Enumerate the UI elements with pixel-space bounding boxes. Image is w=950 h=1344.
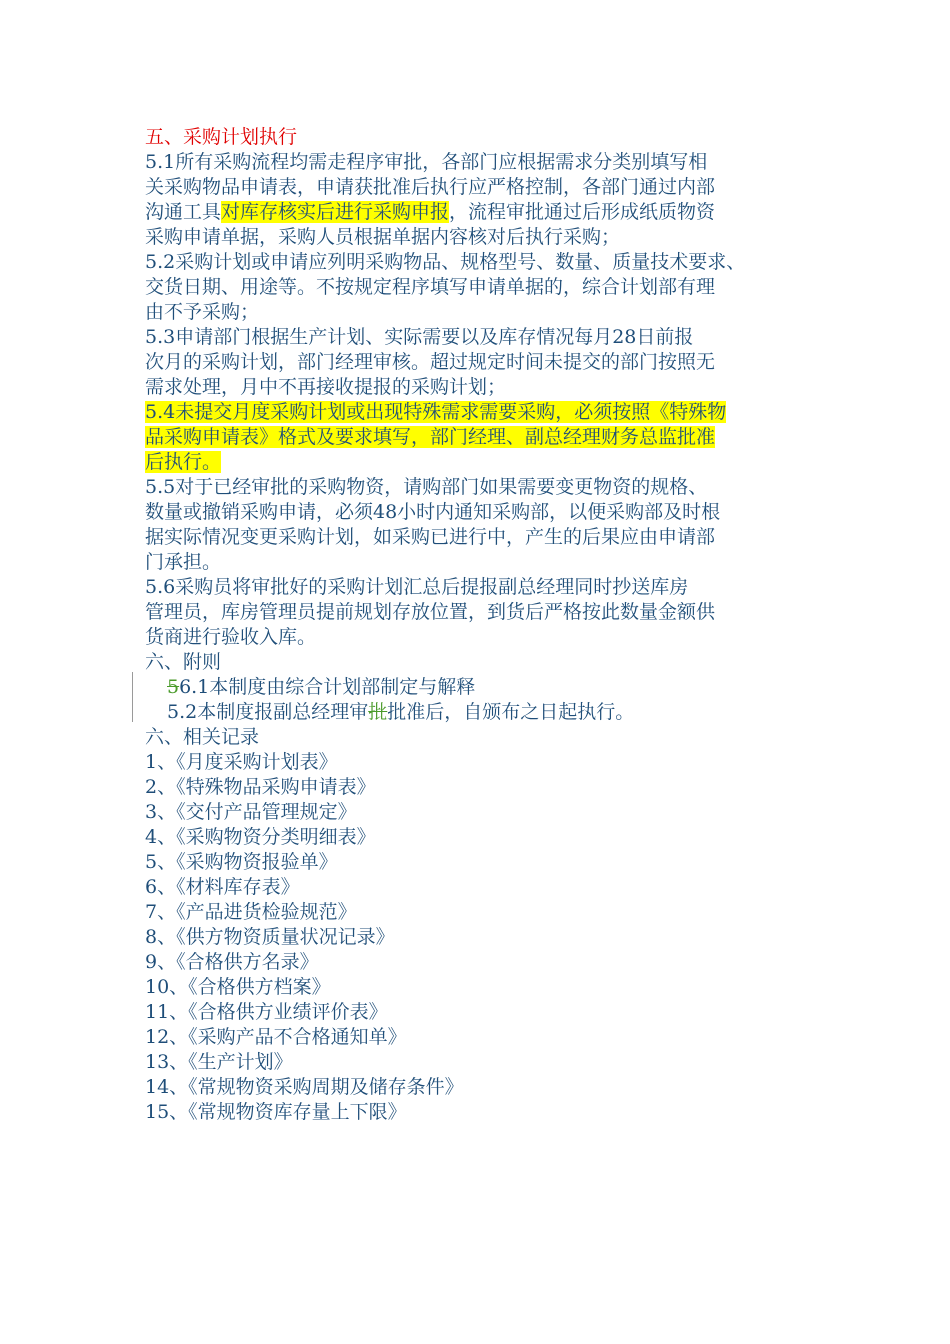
record-item: 1、《月度采购计划表》	[145, 751, 338, 773]
clause-5-3-line-3: 需求处理，月中不再接收提报的采购计划；	[145, 376, 507, 398]
record-item: 8、《供方物资质量状况记录》	[145, 926, 395, 948]
clause-6-2-pre: 5.2本制度报副总经理审	[167, 701, 369, 723]
clause-5-1-line-4: 采购申请单据，采购人员根据单据内容核对后执行采购；	[145, 226, 621, 248]
records-list	[145, 750, 825, 1125]
clause-5-4-line-1-text: 5.4未提交月度采购计划或出现特殊需求需要采购，必须按照《特殊物	[145, 401, 727, 423]
record-item: 13、《生产计划》	[145, 1051, 293, 1073]
clause-5-5-line-3: 据实际情况变更采购计划，如采购已进行中，产生的后果应由申请部	[145, 526, 716, 548]
document-body	[145, 125, 825, 1125]
clause-5-3-line-1: 5.3申请部门根据生产计划、实际需要以及库存情况每月28日前报	[145, 326, 694, 348]
record-item: 6、《材料库存表》	[145, 876, 300, 898]
clause-5-3-line-2: 次月的采购计划，部门经理审核。超过规定时间未提交的部门按照无	[145, 351, 716, 373]
record-item: 15、《常规物资库存量上下限》	[145, 1101, 407, 1123]
clause-5-5-line-4: 门承担。	[145, 551, 222, 573]
record-item: 7、《产品进货检验规范》	[145, 901, 357, 923]
record-item: 4、《采购物资分类明细表》	[145, 826, 376, 848]
clause-5-1-line-3-post: ，流程审批通过后形成纸质物资	[449, 201, 716, 223]
clause-5-1-line-3	[145, 200, 825, 225]
clause-5-6-line-1: 5.6采购员将审批好的采购计划汇总后提报副总经理同时抄送库房	[145, 576, 689, 598]
record-item: 9、《合格供方名录》	[145, 951, 319, 973]
clause-5-6-line-2: 管理员，库房管理员提前规划存放位置，到货后严格按此数量金额供	[145, 601, 716, 623]
section-5-heading: 五、采购计划执行	[145, 126, 298, 148]
clause-5-4-line-3-text: 后执行。	[145, 451, 222, 473]
clause-5-4-line-2	[145, 425, 825, 450]
clause-5-4-line-2-text: 品采购申请表》格式及要求填写，部门经理、副总经理财务总监批准	[145, 426, 716, 448]
clause-5-1-line-2: 关采购物品申请表，申请获批准后执行应严格控制，各部门通过内部	[145, 176, 716, 198]
clause-6-1	[145, 675, 825, 700]
highlighted-phrase: 对库存核实后进行采购申报	[221, 201, 450, 223]
record-item: 12、《采购产品不合格通知单》	[145, 1026, 407, 1048]
section-7-heading: 六、相关记录	[145, 726, 260, 748]
clause-5-4-line-3	[145, 450, 825, 475]
deleted-text: 5	[167, 676, 180, 698]
record-item: 14、《常规物资采购周期及储存条件》	[145, 1076, 464, 1098]
deleted-text: 批	[368, 701, 388, 723]
record-item: 5、《采购物资报验单》	[145, 851, 338, 873]
record-item: 11、《合格供方业绩评价表》	[145, 1001, 388, 1023]
clause-5-2-line-1: 5.2采购计划或申请应列明采购物品、规格型号、数量、质量技术要求、	[145, 251, 746, 273]
clause-5-2-line-3: 由不予采购；	[145, 301, 260, 323]
clause-5-1-line-3-pre: 沟通工具	[145, 201, 222, 223]
clause-5-5-line-1: 5.5对于已经审批的采购物资，请购部门如果需要变更物资的规格、	[145, 476, 708, 498]
clause-5-4-line-1	[145, 400, 825, 425]
clause-5-6-line-3: 货商进行验收入库。	[145, 626, 317, 648]
record-item: 10、《合格供方档案》	[145, 976, 331, 998]
clause-6-2-post: 批准后，自颁布之日起执行。	[387, 701, 635, 723]
clause-6-1-text: 6.1本制度由综合计划部制定与解释	[179, 676, 476, 698]
revision-change-bar	[132, 672, 133, 722]
clause-6-2	[145, 700, 825, 725]
section-6-heading: 六、附则	[145, 651, 222, 673]
clause-5-2-line-2: 交货日期、用途等。不按规定程序填写申请单据的，综合计划部有理	[145, 276, 716, 298]
record-item: 3、《交付产品管理规定》	[145, 801, 357, 823]
clause-5-5-line-2: 数量或撤销采购申请，必须48小时内通知采购部，以便采购部及时根	[145, 501, 721, 523]
clause-5-1-line-1: 5.1所有采购流程均需走程序审批，各部门应根据需求分类别填写相	[145, 151, 708, 173]
record-item: 2、《特殊物品采购申请表》	[145, 776, 376, 798]
